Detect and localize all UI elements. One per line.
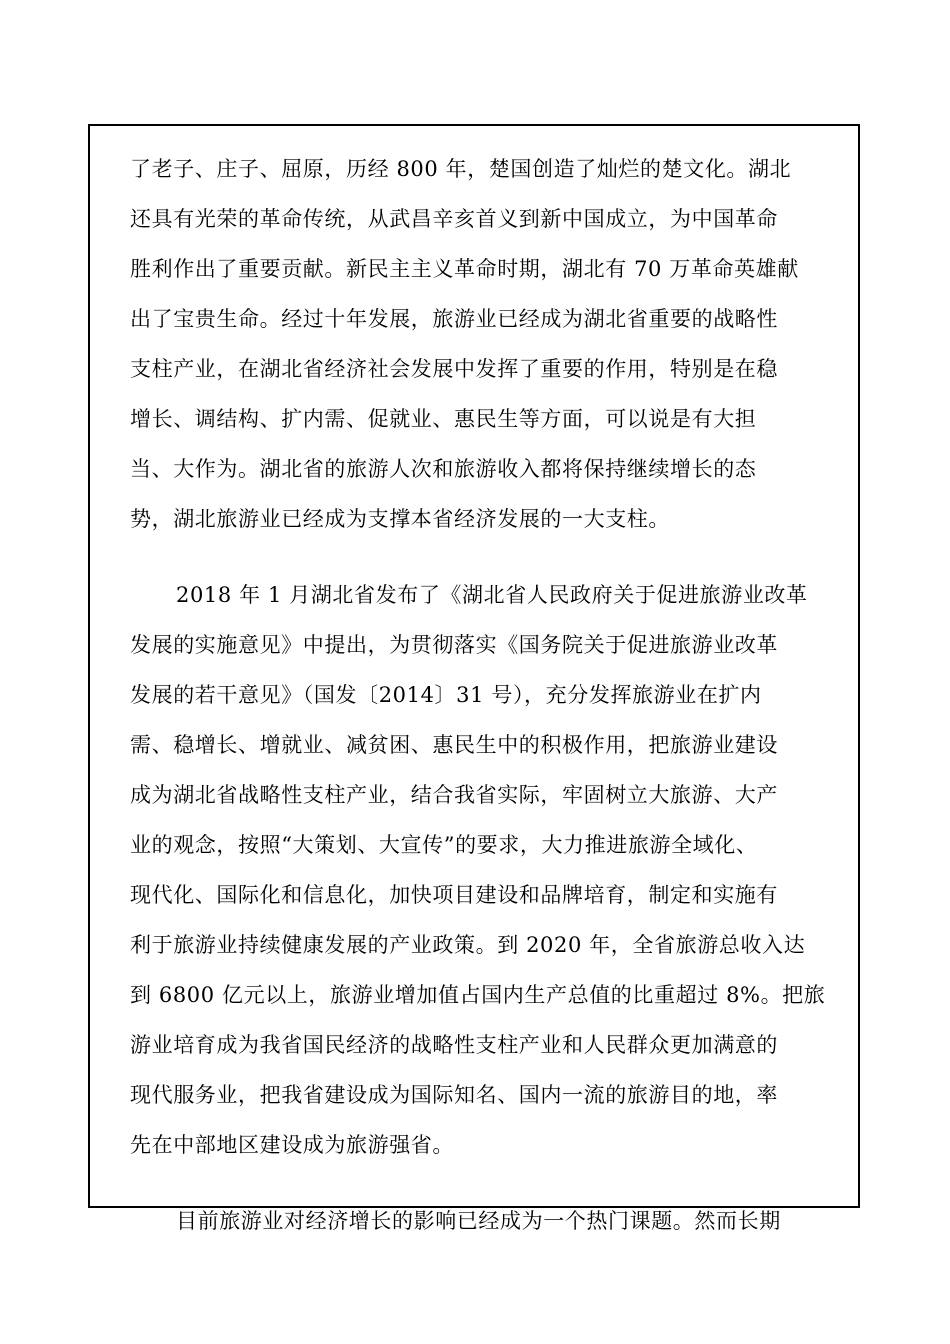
text-line: 利于旅游业持续健康发展的产业政策。到 2020 年，全省旅游总收入达	[130, 933, 806, 957]
text-line: 现代化、国际化和信息化，加快项目建设和品牌培育，制定和实施有	[130, 883, 778, 907]
text-line: 业的观念，按照“大策划、大宣传”的要求，大力推进旅游全域化、	[130, 833, 758, 857]
text-line: 还具有光荣的革命传统，从武昌辛亥首义到新中国成立，为中国革命	[130, 207, 778, 231]
text-line: 支柱产业，在湖北省经济社会发展中发挥了重要的作用，特别是在稳	[130, 357, 778, 381]
paragraph-3	[130, 1196, 830, 1246]
text-line: 发展的实施意见》中提出，为贯彻落实《国务院关于促进旅游业改革	[130, 633, 778, 657]
text-line: 发展的若干意见》（国发〔2014〕31 号），充分发挥旅游业在扩内	[130, 683, 762, 707]
text-line: 到 6800 亿元以上，旅游业增加值占国内生产总值的比重超过 8%。把旅	[130, 983, 826, 1007]
text-line: 目前旅游业对经济增长的影响已经成为一个热门课题。然而长期	[176, 1209, 781, 1233]
text-line: 出了宝贵生命。经过十年发展，旅游业已经成为湖北省重要的战略性	[130, 307, 778, 331]
paragraph-gap	[130, 1170, 830, 1196]
text-line: 增长、调结构、扩内需、促就业、惠民生等方面，可以说是有大担	[130, 407, 757, 431]
text-line: 需、稳增长、增就业、减贫困、惠民生中的积极作用，把旅游业建设	[130, 733, 778, 757]
text-line: 了老子、庄子、屈原，历经 800 年，楚国创造了灿烂的楚文化。湖北	[130, 157, 792, 181]
text-line: 胜利作出了重要贡献。新民主主义革命时期，湖北有 70 万革命英雄献	[130, 257, 799, 281]
paragraph-2	[130, 570, 830, 1170]
text-line: 先在中部地区建设成为旅游强省。	[130, 1133, 454, 1157]
text-line: 当、大作为。湖北省的旅游人次和旅游收入都将保持继续增长的态	[130, 457, 757, 481]
paragraph-gap	[130, 544, 830, 570]
text-line: 2018 年 1 月湖北省发布了《湖北省人民政府关于促进旅游业改革	[176, 583, 808, 607]
text-line: 游业培育成为我省国民经济的战略性支柱产业和人民群众更加满意的	[130, 1033, 778, 1057]
paragraph-1	[130, 144, 830, 544]
document-body	[130, 144, 830, 1246]
text-line: 势，湖北旅游业已经成为支撑本省经济发展的一大支柱。	[130, 507, 670, 531]
text-line: 现代服务业，把我省建设成为国际知名、国内一流的旅游目的地，率	[130, 1083, 778, 1107]
text-line: 成为湖北省战略性支柱产业，结合我省实际，牢固树立大旅游、大产	[130, 783, 778, 807]
page-frame	[88, 124, 860, 1233]
